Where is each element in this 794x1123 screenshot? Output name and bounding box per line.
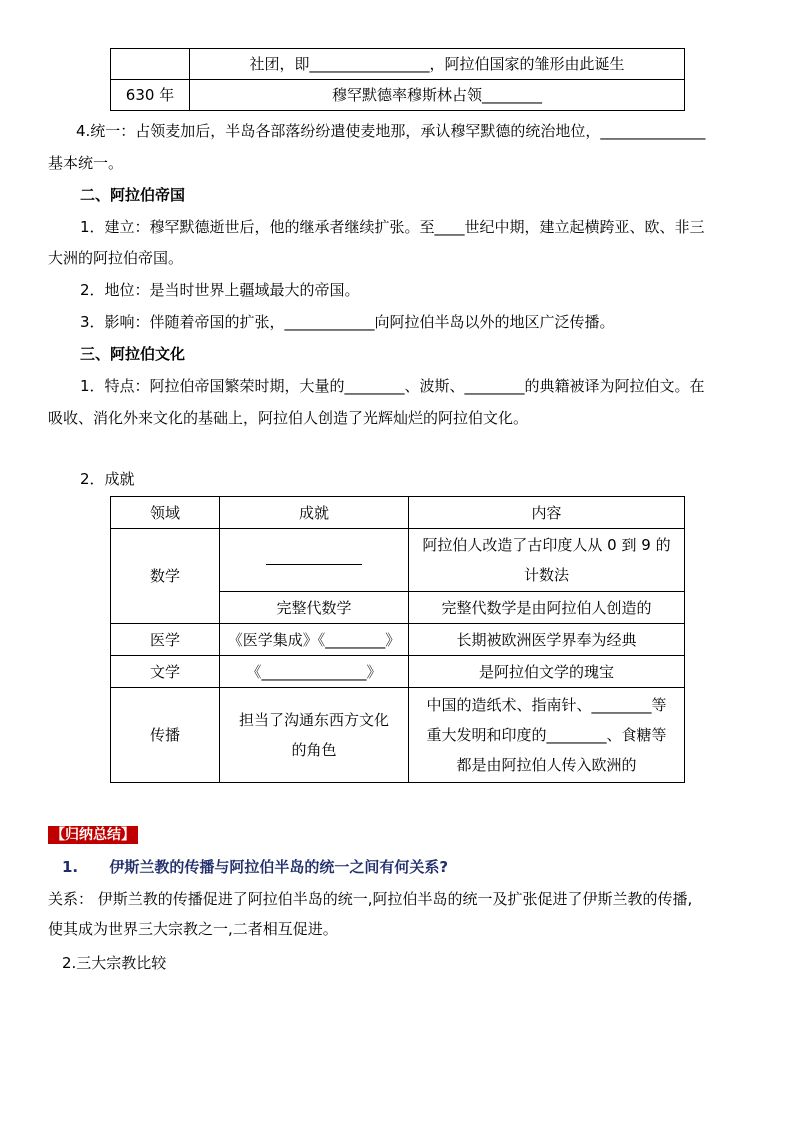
field-literature: 文学 [111, 656, 220, 688]
field-medicine: 医学 [111, 624, 220, 656]
spread-achievement-line: 担当了沟通东西方文化 [238, 711, 389, 729]
fill-blank [266, 548, 362, 565]
table-header-row [111, 497, 685, 529]
literature-content: 是阿拉伯文学的瑰宝 [409, 656, 685, 688]
empire-item-3: 3．影响：伴随着帝国的扩张，____________向阿拉伯半岛以外的地区广泛传播。 [80, 313, 615, 331]
algebra-content: 完整代数学是由阿拉伯人创造的 [409, 592, 685, 624]
literature-achievement: 《______________》 [220, 656, 409, 688]
spread-content [409, 688, 685, 783]
field-spread: 传播 [111, 688, 220, 783]
header-achievement: 成就 [220, 497, 409, 529]
spread-achievement [220, 688, 409, 783]
relation-line-1: 关系： 伊斯兰教的传播促进了阿拉伯半岛的统一,阿拉伯半岛的统一及扩张促进了伊斯兰教的传播, [48, 890, 693, 908]
culture-item-1-line-2: 吸收、消化外来文化的基础上，阿拉伯人创造了光辉灿烂的阿拉伯文化。 [48, 409, 529, 427]
unification-line-2: 基本统一。 [48, 154, 124, 172]
math-achievement-blank [220, 529, 409, 592]
math-content [409, 529, 685, 592]
year-cell: 630 年 [111, 80, 190, 111]
header-field: 领域 [111, 497, 220, 529]
year-cell [111, 49, 190, 80]
achievements-table [110, 496, 685, 783]
algebra-achievement: 完整代数学 [220, 592, 409, 624]
medicine-achievement: 《医学集成》《________》 [220, 624, 409, 656]
summary-tag-label: 【归纳总结】 [48, 826, 138, 844]
summary-question-1 [62, 852, 448, 883]
section-heading-empire: 二、阿拉伯帝国 [80, 186, 186, 204]
table-row [111, 656, 685, 688]
field-math: 数学 [111, 529, 220, 624]
empire-item-2: 2．地位：是当时世界上疆域最大的帝国。 [80, 281, 360, 299]
unification-line-1: 4.统一：占领麦加后，半岛各部落纷纷遣使麦地那，承认穆罕默德的统治地位，______________ [76, 122, 706, 140]
culture-item-2: 2．成就 [80, 470, 135, 488]
question-text: 伊斯兰教的传播与阿拉伯半岛的统一之间有何关系? [109, 858, 449, 876]
spread-content-line: 重大发明和印度的________、食糖等 [426, 726, 667, 744]
math-content-line: 阿拉伯人改造了古印度人从 0 到 9 的 [422, 536, 671, 554]
summary-question-2: 2.三大宗教比较 [62, 954, 167, 972]
spread-achievement-line: 的角色 [291, 741, 337, 759]
spread-content-line: 都是由阿拉伯人传入欧洲的 [456, 756, 637, 774]
question-number: 1. [62, 858, 79, 876]
table-row [111, 529, 685, 592]
table-row [111, 624, 685, 656]
content-cell: 社团，即________________，阿拉伯国家的雏形由此诞生 [190, 49, 685, 80]
empire-item-1-line-1: 1．建立：穆罕默德逝世后，他的继承者继续扩张。至____世纪中期，建立起横跨亚、欧、非三 [80, 218, 705, 236]
top-table [110, 48, 685, 111]
relation-line-2: 使其成为世界三大宗教之一,二者相互促进。 [48, 920, 338, 938]
spread-content-line: 中国的造纸术、指南针、________等 [426, 696, 667, 714]
table-row [111, 688, 685, 783]
empire-item-1-line-2: 大洲的阿拉伯帝国。 [48, 249, 184, 267]
culture-item-1-line-1: 1．特点：阿拉伯帝国繁荣时期，大量的________、波斯、________的典籍被译为阿拉伯文。在 [80, 377, 705, 395]
table-row [111, 49, 685, 80]
section-heading-culture: 三、阿拉伯文化 [80, 345, 186, 363]
medicine-content: 长期被欧洲医学界奉为经典 [409, 624, 685, 656]
header-content: 内容 [409, 497, 685, 529]
summary-tag [48, 824, 138, 844]
table-row [111, 80, 685, 111]
content-cell: 穆罕默德率穆斯林占领________ [190, 80, 685, 111]
math-content-line: 计数法 [523, 566, 569, 584]
